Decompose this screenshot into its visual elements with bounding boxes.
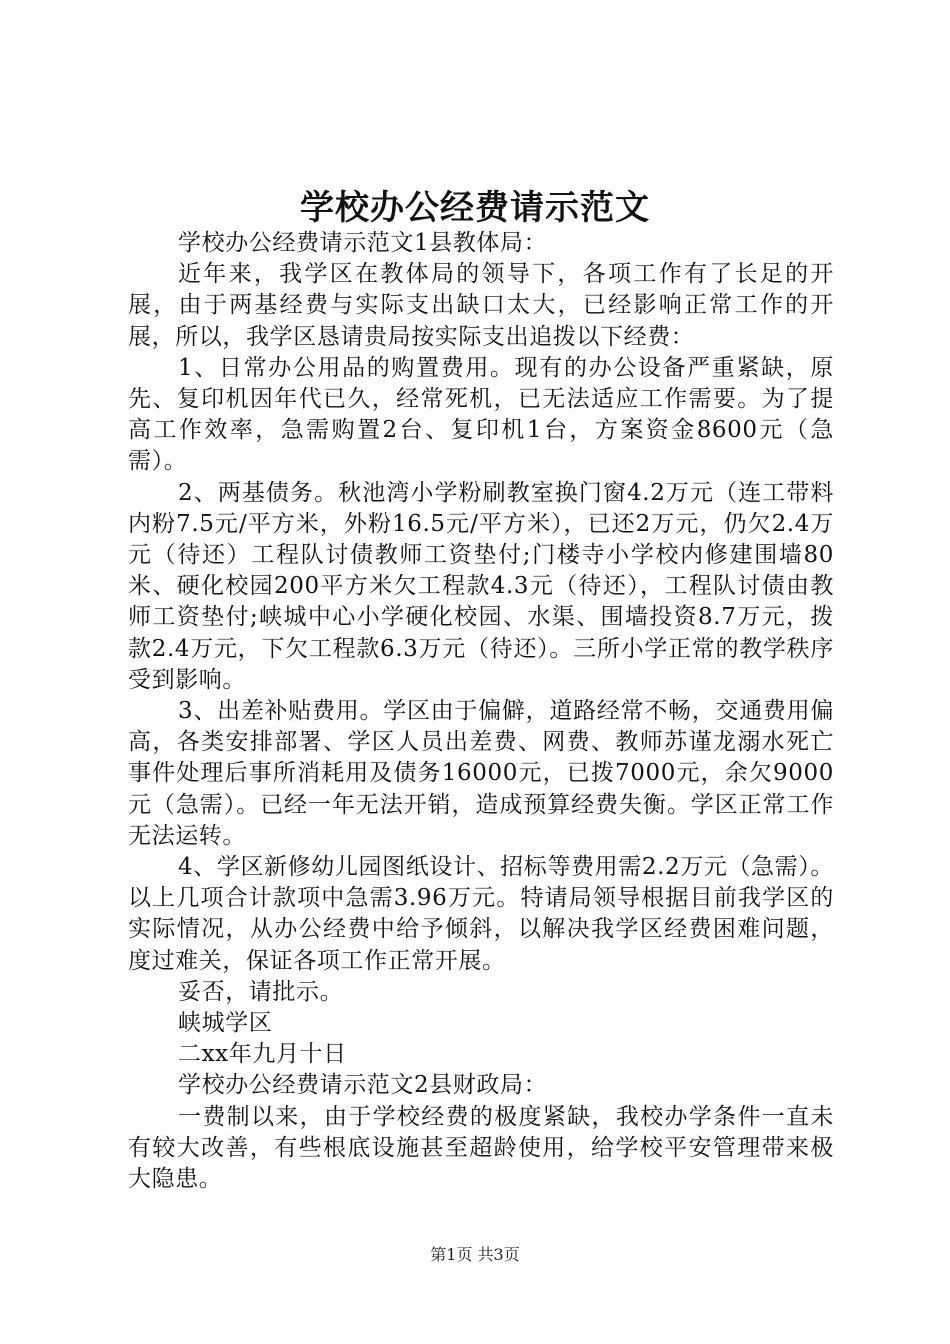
- document-body: [128, 228, 834, 1195]
- paragraph-request: 妥否，请批示。: [178, 978, 344, 1005]
- paragraph-body-2: 一费制以来，由于学校经费的极度紧缺，我校办学条件一直未有较大改善，有些根底设施甚至超龄使用，给学校平安管理带来极大隐患。: [128, 1103, 834, 1193]
- paragraph-opening-2: 学校办公经费请示范文2县财政局：: [178, 1072, 548, 1099]
- paragraph-intro: 近年来，我学区在教体局的领导下，各项工作有了长足的开展，由于两基经费与实际支出缺口太大，已经影响正常工作的开展，所以，我学区恳请贵局按实际支出追拨以下经费：: [128, 261, 834, 350]
- paragraph-signature: 峡城学区: [178, 1010, 273, 1037]
- page-footer: 第1页 共3页: [430, 1245, 520, 1264]
- paragraph-date: 二xx年九月十日: [178, 1041, 347, 1068]
- paragraph-opening-1: 学校办公经费请示范文1县教体局：: [178, 230, 548, 256]
- paragraph-item-4: 4、学区新修幼儿园图纸设计、招标等费用需2.2万元（急需）。以上几项合计款项中急需3.96万元。特请局领导根据目前我学区的实际情况，从办公经费中给予倾斜，以解决我学区经费困难问题，度过难关，保证各项工作正常开展。: [128, 854, 834, 974]
- paragraph-item-3: 3、出差补贴费用。学区由于偏僻，道路经常不畅，交通费用偏高，各类安排部署、学区人员出差费、网费、教师苏谨龙溺水死亡事件处理后事所消耗用及债务16000元，已拨7000元，余欠9000元（急需）。已经一年无法开销，造成预算经费失衡。学区正常工作无法运转。: [128, 698, 834, 849]
- paragraph-item-2: 2、两基债务。秋池湾小学粉刷教室换门窗4.2万元（连工带料内粉7.5元/平方米，外粉16.5元/平方米），已还2万元，仍欠2.4万元（待还）工程队讨债教师工资垫付;门楼寺小学校内修建围墙80米、硬化校园200平方米欠工程款4.3元（待还），工程队讨债由教师工资垫付;峡城中心小学硬化校园、水渠、围墙投资8.7万元，拨款2.4万元，下欠工程款6.3万元（待还）。三所小学正常的教学秩序受到影响。: [128, 479, 834, 693]
- document-title: 学校办公经费请示范文: [300, 188, 650, 228]
- paragraph-item-1: 1、日常办公用品的购置费用。现有的办公设备严重紧缺，原先、复印机因年代已久，经常死机，已无法适应工作需要。为了提高工作效率，急需购置2台、复印机1台，方案资金8600元（急需）。: [128, 354, 834, 475]
